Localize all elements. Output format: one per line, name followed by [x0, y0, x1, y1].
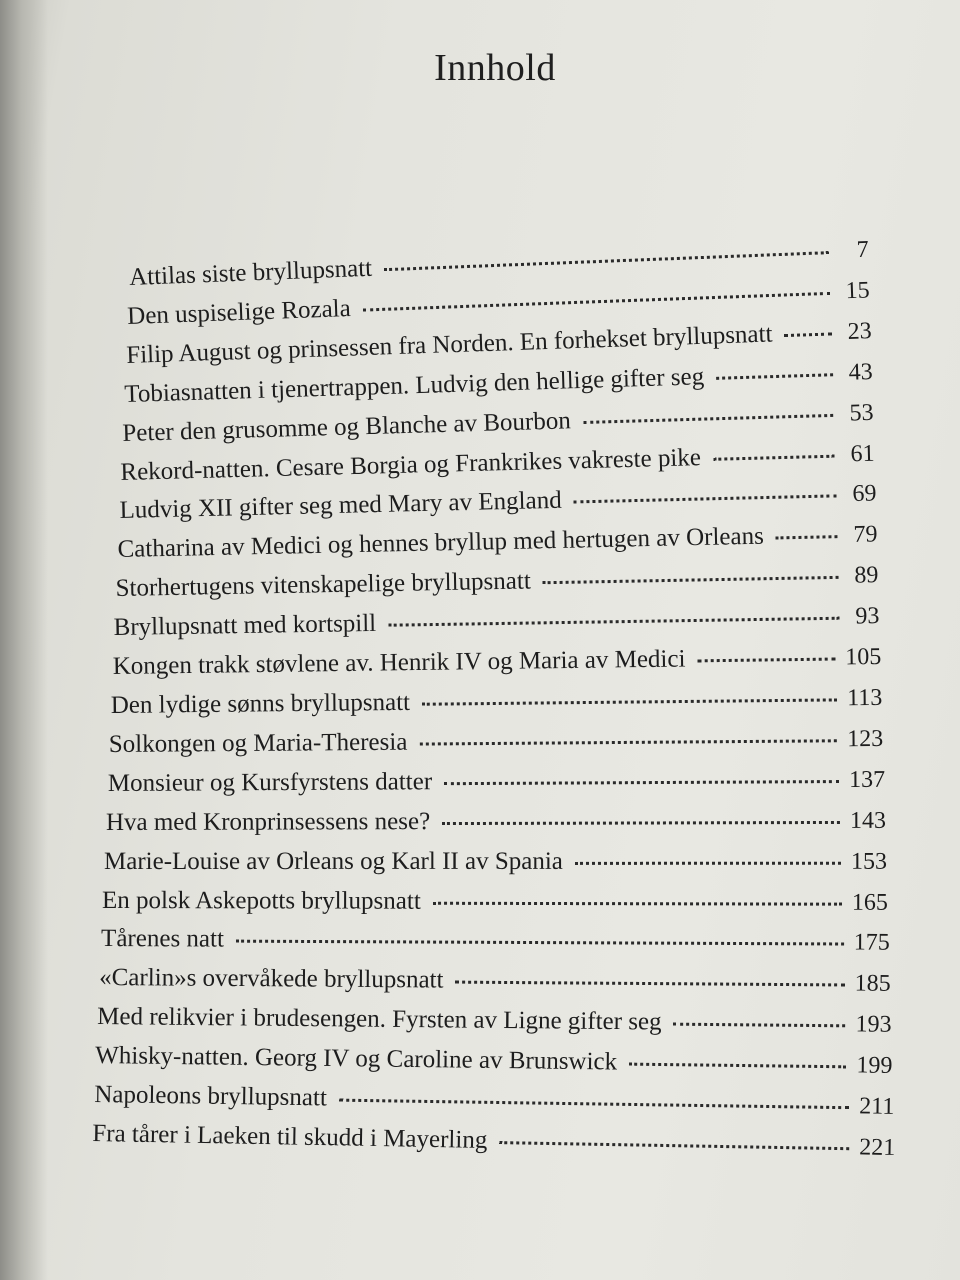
toc-entry-title: Med relikvier i brudesengen. Fyrsten av Ligne gifter seg [97, 1003, 662, 1036]
dot-leader [455, 981, 844, 987]
dot-leader [389, 617, 840, 627]
toc-entry [95, 1042, 893, 1086]
toc-entry-title: Den uspiselige Rozala [127, 294, 352, 330]
toc-entry-page-number: 15 [845, 277, 871, 305]
toc-entry-title: Hva med Kronprinsessens nese? [105, 807, 431, 836]
toc-entry-page-number: 185 [854, 970, 891, 998]
toc-entry-title: Ludvig XII gifter seg med Mary av England [118, 487, 562, 525]
toc-entry-title: Bryllupsnatt med kortspill [113, 610, 377, 642]
dot-leader [674, 1023, 846, 1028]
toc-entry-page-number: 199 [856, 1052, 894, 1080]
dot-leader [363, 292, 830, 312]
toc-entry-page-number: 175 [853, 930, 890, 957]
toc-entry-title: Storhertugens vitenskapelige bryllupsnatt [115, 567, 532, 603]
dot-leader [543, 576, 839, 584]
toc-entry-page-number: 23 [846, 317, 872, 345]
toc-entry-page-number: 105 [844, 644, 882, 671]
toc-entry [101, 925, 890, 963]
toc-entry-page-number: 143 [849, 807, 886, 834]
toc-entry-title: Tobiasnatten i tjenertrappen. Ludvig den hellige gifter seg [123, 362, 705, 408]
toc-entry [92, 1120, 895, 1168]
toc-entry-title: Filip August og prinsessen fra Norden. En forhekset bryllupsnatt [125, 320, 773, 369]
toc-entry-page-number: 193 [855, 1011, 892, 1039]
toc-entry [94, 1081, 895, 1127]
toc-entry-page-number: 165 [852, 889, 889, 916]
toc-entry-page-number: 69 [851, 480, 877, 508]
dot-leader [630, 1063, 847, 1069]
toc-entry-page-number: 123 [847, 725, 884, 753]
toc-entry-title: Catharina av Medici og hennes bryllup med hertugen av Orleans [117, 523, 764, 564]
toc-entry-title: Peter den grusomme og Blanche av Bourbon [122, 406, 572, 447]
toc-entry-page-number: 137 [848, 766, 885, 793]
toc-entry-page-number: 113 [847, 684, 883, 712]
dot-leader [422, 698, 837, 705]
toc-entry-title: Marie-Louise av Orleans og Karl II av Spania [104, 847, 563, 875]
page-title: Innhold [434, 47, 556, 89]
dot-leader [339, 1099, 849, 1110]
dot-leader [784, 332, 831, 337]
toc-entry-page-number: 153 [851, 848, 888, 875]
toc-entry-title: Rekord-natten. Cesare Borgia og Frankrikes vakreste pike [120, 443, 702, 486]
dot-leader [442, 821, 840, 825]
toc-entry [106, 807, 886, 843]
dot-leader [236, 940, 844, 946]
toc-entry [99, 964, 891, 1004]
dot-leader [433, 901, 842, 905]
dot-leader [716, 373, 833, 380]
toc-entry-page-number: 61 [850, 440, 876, 467]
toc-entry-title: Kongen trakk støvlene av. Henrik IV og Maria av Medici [112, 645, 686, 681]
dot-leader [583, 414, 834, 424]
dot-leader [384, 251, 829, 271]
dot-leader [420, 739, 838, 745]
dot-leader [697, 658, 835, 663]
toc-entry-title: Napoleons bryllupsnatt [93, 1081, 327, 1112]
toc-entry [107, 766, 884, 804]
toc-entry [114, 602, 880, 648]
toc-entry-page-number: 221 [859, 1134, 896, 1162]
toc-entry-title: Attilas siste bryllupsnatt [128, 254, 373, 292]
toc-entry [109, 725, 884, 765]
toc-entry-title: En polsk Askepotts bryllupsnatt [102, 886, 422, 915]
dot-leader [713, 454, 835, 460]
toc-entry-page-number: 211 [858, 1093, 895, 1120]
dot-leader [573, 495, 836, 504]
toc-entry-page-number: 93 [855, 603, 881, 630]
toc-entry-page-number: 79 [853, 521, 878, 549]
toc-entry-title: Fra tårer i Laeken til skudd i Mayerling [92, 1120, 488, 1154]
dot-leader [776, 536, 838, 540]
toc-entry [112, 643, 881, 687]
toc-entry-title: Monsieur og Kursfyrstens datter [107, 768, 432, 797]
toc-entry-page-number: 89 [854, 562, 879, 589]
toc-entry-title: «Carlin»s overvåkede bryllupsnatt [98, 964, 444, 994]
toc-entry-page-number: 43 [848, 358, 873, 386]
toc-entry [111, 684, 883, 726]
toc-entry-title: Solkongen og Maria-Theresia [108, 728, 408, 758]
toc-entry [104, 847, 887, 881]
dot-leader [575, 861, 841, 864]
toc-entry-title: Tårenes natt [100, 925, 224, 954]
toc-entry-title: Whisky-natten. Georg IV og Caroline av Brunswick [95, 1042, 618, 1076]
toc-entry-page-number: 53 [849, 399, 875, 427]
dot-leader [499, 1141, 849, 1150]
toc-entry [97, 1003, 892, 1045]
dot-leader [444, 780, 839, 785]
toc-entry [116, 561, 879, 609]
toc-entry-title: Den lydige sønns bryllupsnatt [110, 688, 411, 720]
toc-entry [102, 887, 888, 923]
toc-entry-page-number: 7 [856, 236, 870, 264]
